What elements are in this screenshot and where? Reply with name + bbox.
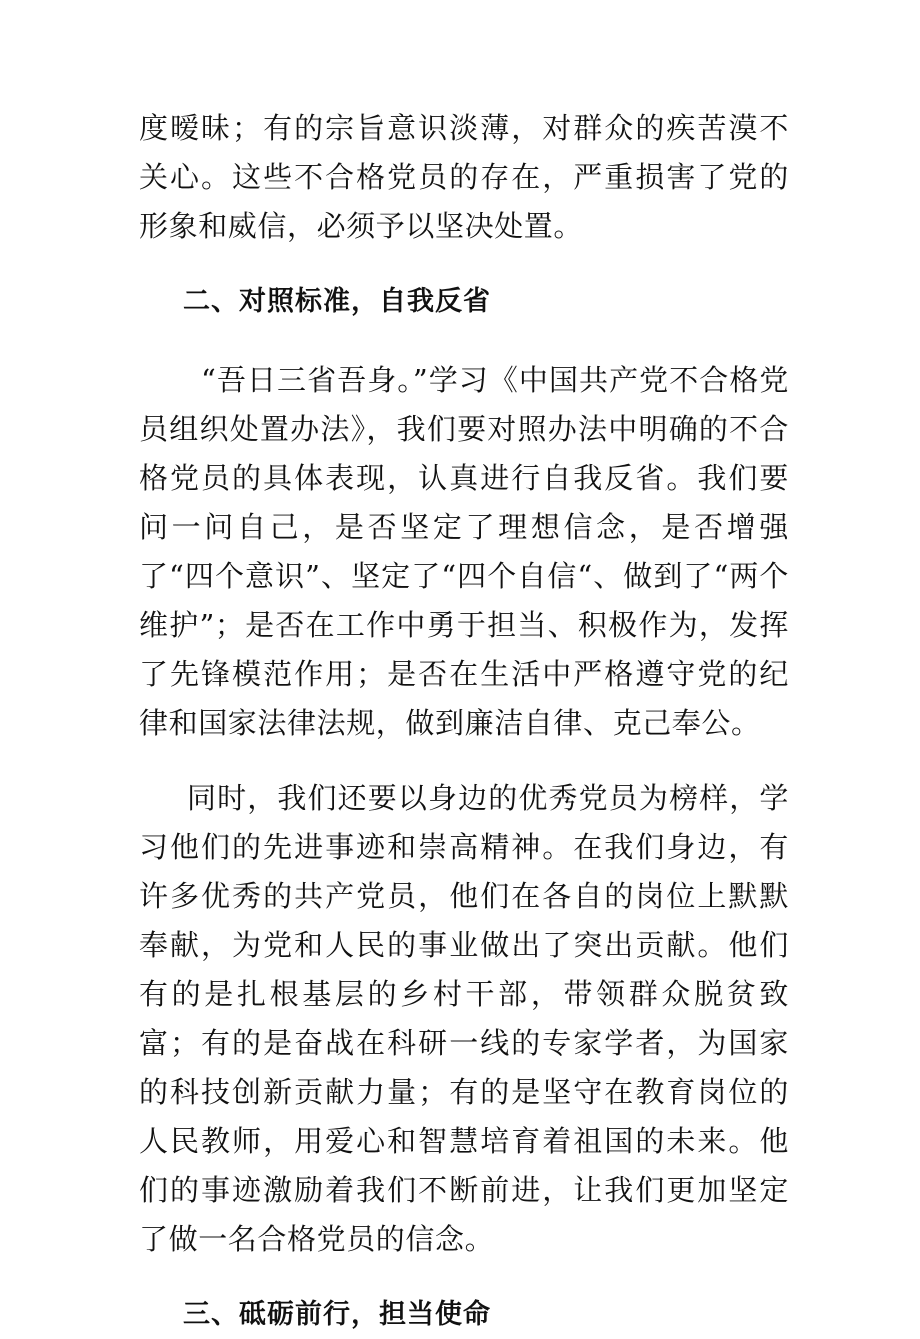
- document-body: [139, 104, 789, 1339]
- spacer: [139, 1264, 789, 1290]
- section-heading-3: 三、砥砺前行，担当使命: [183, 1299, 491, 1330]
- paragraph-role-models: 同时，我们还要以身边的优秀党员为榜样，学习他们的先进事迹和崇高精神。在我们身边，有许多优秀的共产党员，他们在各自的岗位上默默奉献，为党和人民的事业做出了突出贡献。他们有的是扎根基层的乡村干部，带领群众脱贫致富；有的是奋战在科研一线的专家学者，为国家的科技创新贡献力量；有的是坚守在教育岗位的人民教师，用爱心和智慧培育着祖国的未来。他们的事迹激励着我们不断前进，让我们更加坚定了做一名合格党员的信念。: [139, 781, 789, 1256]
- spacer: [139, 326, 789, 356]
- spacer: [139, 251, 789, 277]
- section-heading-2: 二、对照标准，自我反省: [183, 286, 491, 317]
- spacer: [139, 748, 789, 774]
- paragraph-self-reflection: “吾日三省吾身。”学习《中国共产党不合格党员组织处置办法》，我们要对照办法中明确的不合格党员的具体表现，认真进行自我反省。我们要问一问自己，是否坚定了理想信念，是否增强了“四个意识”、坚定了“四个自信“、做到了“两个维护”；是否在工作中勇于担当、积极作为，发挥了先锋模范作用；是否在生活中严格遵守党的纪律和国家法律法规，做到廉洁自律、克己奉公。: [139, 363, 789, 740]
- paragraph-continuation: 度暧昧；有的宗旨意识淡薄，对群众的疾苦漠不关心。这些不合格党员的存在，严重损害了党的形象和威信，必须予以坚决处置。: [139, 111, 789, 243]
